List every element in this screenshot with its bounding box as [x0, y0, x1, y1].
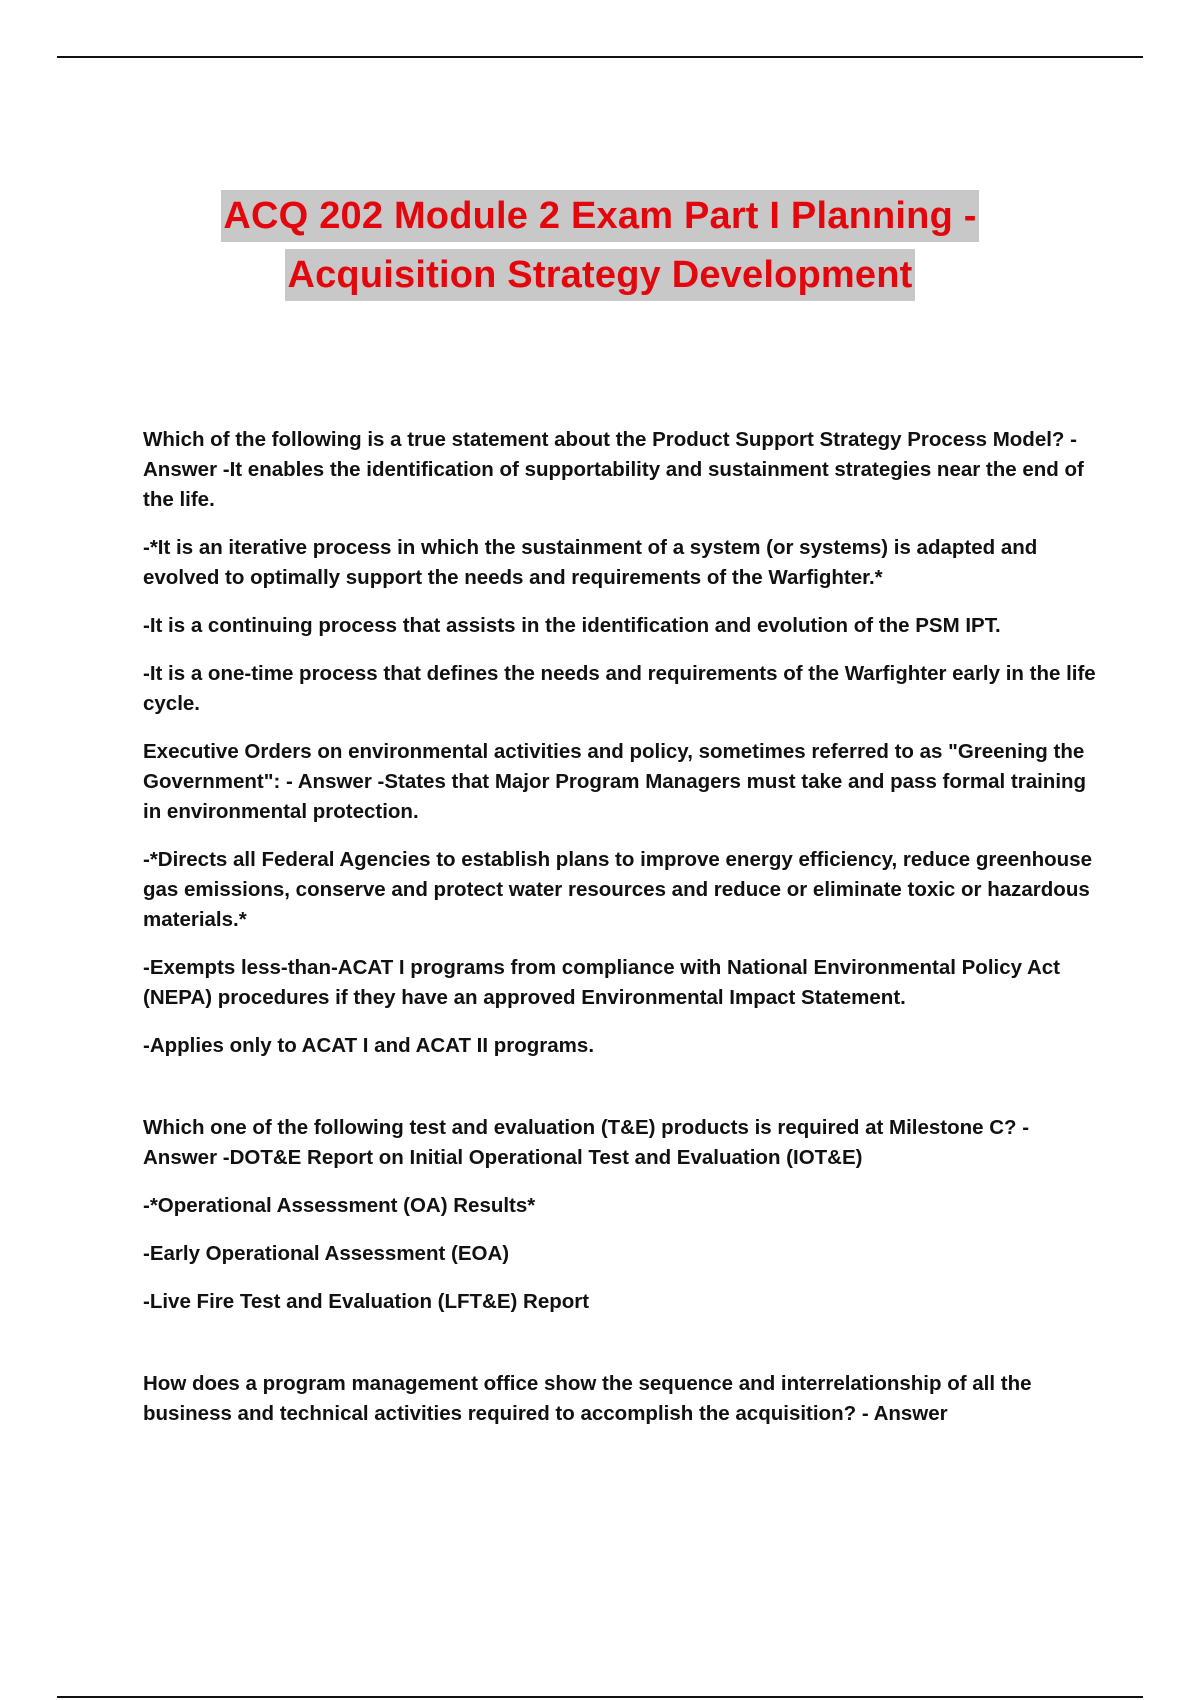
answer-option: -Early Operational Assessment (EOA) — [143, 1242, 510, 1265]
answer-option: -Exempts less-than-ACAT I programs from compliance with National Environmental Policy Act (NEPA) procedures if they have an approved Environmental Impact Statement. — [143, 956, 1060, 1009]
question-block-3 — [143, 1113, 1098, 1317]
answer-option: -Applies only to ACAT I and ACAT II programs. — [143, 1034, 595, 1057]
question-block-1 — [143, 425, 1098, 719]
question-prompt: How does a program management office show the sequence and interrelationship of all the business and technical activities required to accomplish the acquisition? - Answer — [143, 1372, 1032, 1425]
answer-option: -It is a continuing process that assists in the identification and evolution of the PSM IPT. — [143, 614, 1001, 637]
document-body — [143, 425, 1098, 1447]
title-line-2: Acquisition Strategy Development — [285, 249, 914, 301]
question-block-2 — [143, 737, 1098, 1061]
answer-option: -*It is an iterative process in which the sustainment of a system (or systems) is adapted and evolved to optimally support the needs and requirements of the Warfighter.* — [143, 536, 1038, 589]
answer-option: -It is a one-time process that defines the needs and requirements of the Warfighter early in the life cycle. — [143, 662, 1096, 715]
question-prompt: Which one of the following test and evaluation (T&E) products is required at Milestone C? - Answer -DOT&E Report on Initial Operational Test and Evaluation (IOT&E) — [143, 1116, 1030, 1169]
question-prompt: Which of the following is a true statement about the Product Support Strategy Process Model? - Answer -It enables the identification of supportability and sustainment strategies near the end of the life. — [143, 428, 1084, 511]
question-prompt: Executive Orders on environmental activities and policy, sometimes referred to as "Greening the Government": - Answer -States that Major Program Managers must take and pass formal training in environmental protection. — [143, 740, 1087, 823]
answer-option: -*Operational Assessment (OA) Results* — [143, 1194, 536, 1217]
answer-option: -Live Fire Test and Evaluation (LFT&E) Report — [143, 1290, 590, 1313]
document-title — [0, 190, 1200, 301]
top-rule — [57, 56, 1143, 58]
question-block-4 — [143, 1369, 1098, 1429]
title-line-1: ACQ 202 Module 2 Exam Part I Planning - — [221, 190, 978, 242]
answer-option: -*Directs all Federal Agencies to establish plans to improve energy efficiency, reduce greenhouse gas emissions, conserve and protect water resources and reduce or eliminate toxic or hazardous materials.* — [143, 848, 1093, 931]
bottom-rule — [57, 1696, 1143, 1698]
